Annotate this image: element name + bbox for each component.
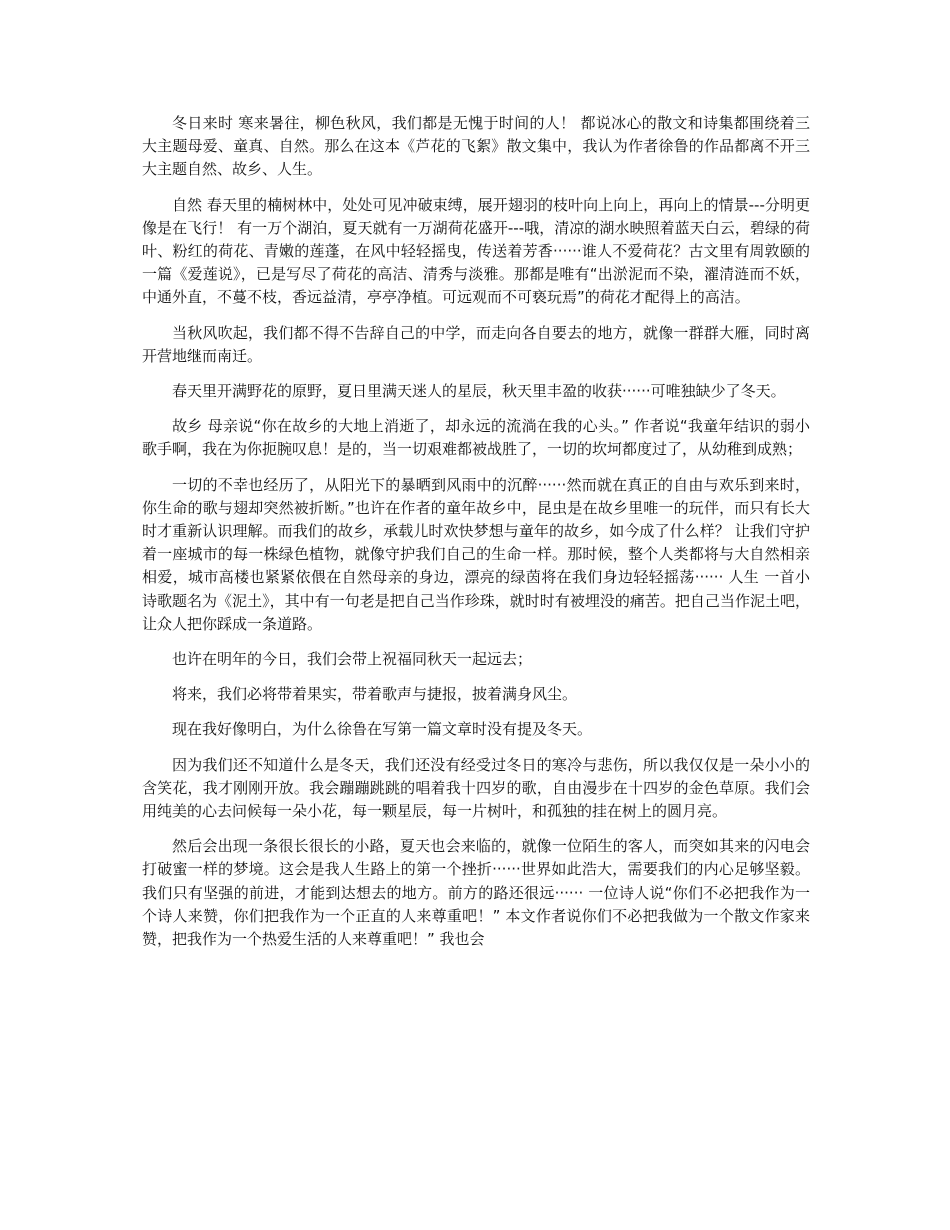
paragraph-smiling-flower: 因为我们还不知道什么是冬天，我们还没有经受过冬日的寒冷与悲伤，所以我仅仅是一朵小小的含笑花，我才刚刚开放。我会蹦蹦跳跳的唱着我十四岁的歌，自由漫步在十四岁的金色草原。我们会用纯美的心去问候每一朵小花，每一颗星辰，每一片树叶，和孤独的挂在树上的圆月亮。 <box>142 755 810 821</box>
paragraph-nature: 自然 春天里的楠树林中，处处可见冲破束缚，展开翅羽的枝叶向上向上，再向上的情景---分明更像是在飞行！ 有一万个湖泊，夏天就有一万湖荷花盛开---哦，清凉的湖水映照着蓝天白云，碧绿的荷叶、粉红的荷花、青嫩的莲蓬，在风中轻轻摇曳，传送着芳香······谁人不爱荷花？古文里有周敦颐的一篇《爱莲说》，已是写尽了荷花的高洁、清秀与淡雅。那都是唯有“出淤泥而不染，濯清涟而不妖，中通外直，不蔓不枝，香远益清，亭亭净植。可远观而不可亵玩焉”的荷花才配得上的高洁。 <box>142 195 810 307</box>
document-body <box>142 112 810 963</box>
paragraph-autumn-wind: 当秋风吹起，我们都不得不告辞自己的中学，而走向各自要去的地方，就像一群群大雁，同时离开营地继而南迁。 <box>142 323 810 365</box>
paragraph-long-road: 然后会出现一条很长很长的小路，夏天也会来临的，就像一位陌生的客人，而突如其来的闪电会打破蜜一样的梦境。这会是我人生路上的第一个挫折······世界如此浩大，需要我们的内心足够坚毅。我们只有坚强的前进，才能到达想去的地方。前方的路还很远······ 一位诗人说“你们不必把我作为一个诗人来赞，你们把我作为一个正直的人来尊重吧！” 本文作者说你们不必把我做为一个散文作家来赞，把我作为一个热爱生活的人来尊重吧！” 我也会 <box>142 837 810 949</box>
paragraph-winter-intro: 冬日来时 寒来暑往，柳色秋风，我们都是无愧于时间的人！ 都说冰心的散文和诗集都围绕着三大主题母爱、童真、自然。那么在这本《芦花的飞絮》散文集中，我认为作者徐鲁的作品都离不开三大主题自然、故乡、人生。 <box>142 114 810 179</box>
paragraph-next-year: 也许在明年的今日，我们会带上祝福同秋天一起远去； <box>172 650 533 669</box>
paragraph-missing-winter: 春天里开满野花的原野，夏日里满天迷人的星辰，秋天里丰盈的收获······可唯独缺少了冬天。 <box>172 382 786 401</box>
paragraph-future: 将来，我们必将带着果实，带着歌声与捷报，披着满身风尘。 <box>172 685 578 704</box>
paragraph-misfortune-life: 一切的不幸也经历了，从阳光下的暴晒到风雨中的沉醉······然而就在真正的自由与欢乐到来时，你生命的歌与翅却突然被折断。”也许在作者的童年故乡中，昆虫是在故乡里唯一的玩伴，而只有长大时才重新认识理解。而我们的故乡，承载儿时欢快梦想与童年的故乡，如今成了什么样？ 让我们守护着一座城市的每一株绿色植物，就像守护我们自己的生命一样。那时候，整个人类都将与大自然相亲相爱，城市高楼也紧紧依偎在自然母亲的身边，漂亮的绿茵将在我们身边轻轻摇荡······ 人生 一首小诗歌题名为《泥土》，其中有一句老是把自己当作珍珠，就时时有被埋没的痛苦。把自己当作泥土吧，让众人把你踩成一条道路。 <box>142 475 810 633</box>
paragraph-hometown: 故乡 母亲说“你在故乡的大地上消逝了，却永远的流淌在我的心头。” 作者说“我童年结识的弱小歌手啊，我在为你扼腕叹息！是的，当一切艰难都被战胜了，一切的坎坷都度过了，从幼稚到成熟； <box>142 417 810 459</box>
paragraph-understanding: 现在我好像明白，为什么徐鲁在写第一篇文章时没有提及冬天。 <box>172 720 593 739</box>
